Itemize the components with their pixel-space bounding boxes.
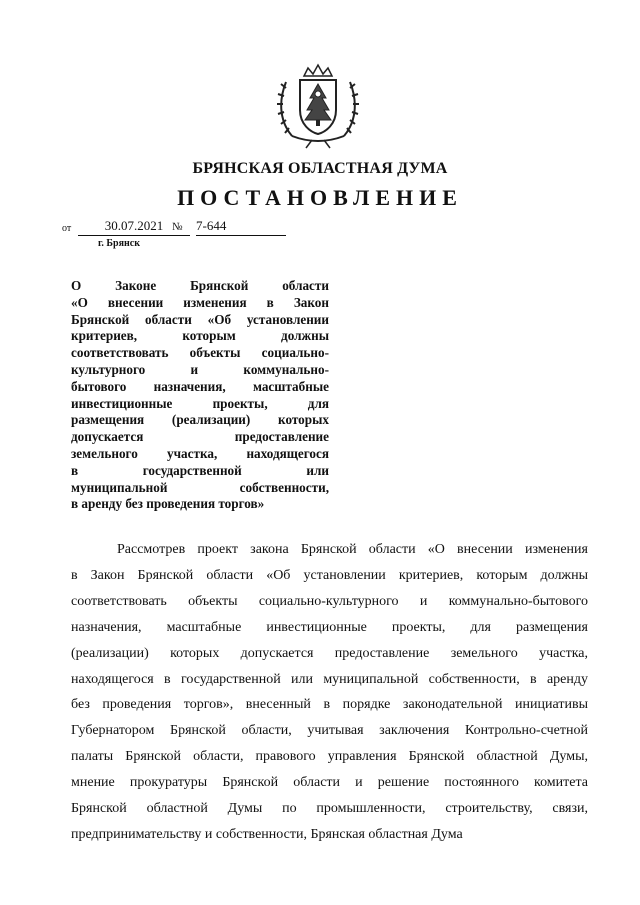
body-line: без проведения торгов», внесенный в порядке законодательной инициативы [71, 697, 588, 713]
document-number: 7-644 [196, 218, 286, 236]
coat-of-arms-svg [272, 58, 364, 150]
subject-line: О Законе Брянской области [71, 278, 329, 293]
number-sign-label: № [172, 221, 183, 233]
body-line: назначения, масштабные инвестиционные проекты, для размещения [71, 619, 588, 635]
subject-line: в аренду без проведения торгов» [71, 496, 265, 512]
document-body-paragraph [71, 537, 588, 848]
subject-line: земельного участка, находящегося [71, 445, 329, 461]
document-type-title: ПОСТАНОВЛЕНИЕ [177, 185, 463, 210]
subject-line: соответствовать объекты социально- [71, 345, 329, 361]
document-subject [71, 278, 329, 513]
body-line: Губернатором Брянской области, учитывая заключения Контрольно-счетной [71, 723, 588, 739]
body-line: (реализации) которых допускается предоставление земельного участка, [71, 645, 588, 661]
subject-line: «О внесении изменения в Закон [71, 294, 329, 310]
organization-name: БРЯНСКАЯ ОБЛАСТНАЯ ДУМА [192, 160, 448, 177]
body-line: Брянской областной Думы по промышленности, строительству, связи, [71, 801, 588, 817]
document-date: 30.07.2021 [78, 218, 190, 236]
body-line: находящегося в государственной или муниципальной собственности, в аренду [71, 671, 588, 687]
subject-line: муниципальной собственности, [71, 479, 329, 495]
subject-line: Брянской области «Об установлении [71, 311, 329, 327]
body-line: в Закон Брянской области «Об установлении критериев, которым должны [71, 567, 588, 583]
subject-line: культурного и коммунально- [71, 361, 329, 377]
subject-line: инвестиционные проекты, для [71, 395, 329, 411]
body-line: мнение прокуратуры Брянской области и решение постоянного комитета [71, 775, 588, 791]
subject-line: размещения (реализации) которых [71, 412, 329, 428]
subject-line: критериев, которым должны [71, 328, 329, 344]
body-line: Рассмотрев проект закона Брянской области «О внесении изменения [117, 542, 588, 557]
subject-line: бытового назначения, масштабные [71, 378, 329, 394]
subject-line: в государственной или [71, 462, 329, 478]
body-line: палаты Брянской области, правового управления Брянской областной Думы, [71, 749, 588, 765]
document-city: г. Брянск [98, 238, 140, 249]
date-prefix-label: от [62, 223, 72, 234]
body-line: соответствовать объекты социально-культурного и коммунально-бытового [71, 593, 588, 609]
coat-of-arms-icon [272, 58, 364, 150]
subject-line: допускается предоставление [71, 429, 329, 445]
body-line: предпринимательству и собственности, Брянская областная Дума [71, 826, 463, 842]
